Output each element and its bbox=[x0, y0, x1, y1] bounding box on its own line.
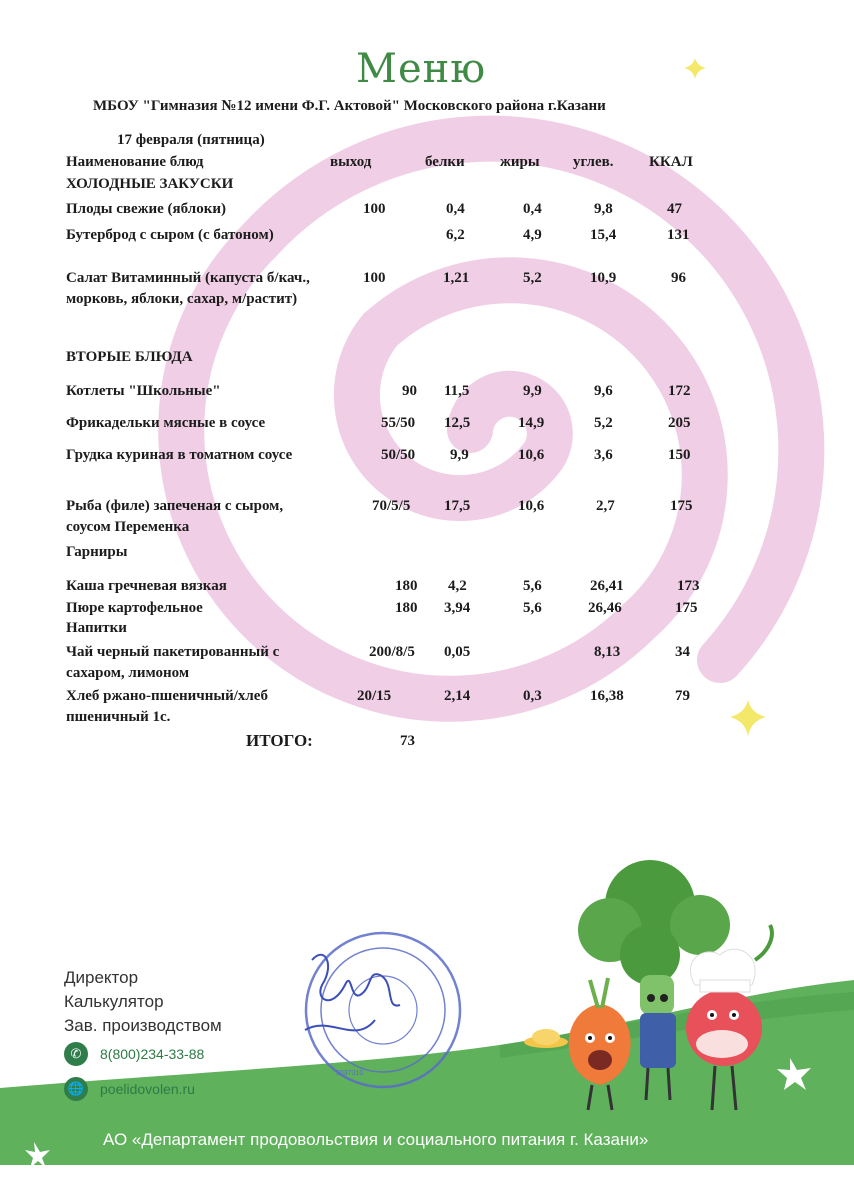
sparkle-icon bbox=[730, 700, 766, 736]
dish-protein: 1,21 bbox=[443, 270, 470, 286]
dish-fat: 0,3 bbox=[523, 688, 542, 704]
website-link[interactable]: poelidovolen.ru bbox=[100, 1081, 195, 1097]
dish-name: Котлеты "Школьные" bbox=[66, 383, 221, 399]
dish-carbs: 26,41 bbox=[590, 578, 624, 594]
menu-title: Меню bbox=[356, 46, 487, 92]
dish-fat: 0,4 bbox=[523, 201, 542, 217]
dish-name: Бутерброд с сыром (с батоном) bbox=[66, 227, 274, 243]
dish-kcal: 34 bbox=[675, 644, 690, 660]
dish-name: Плоды свежие (яблоки) bbox=[66, 201, 226, 217]
dish-carbs: 2,7 bbox=[596, 498, 615, 514]
dish-yield: 50/50 bbox=[381, 447, 416, 463]
dish-yield: 100 bbox=[363, 201, 386, 217]
dish-protein: 2,14 bbox=[444, 688, 471, 704]
column-header-yield: выход bbox=[330, 154, 372, 170]
dish-kcal: 79 bbox=[675, 688, 690, 704]
dish-protein: 0,05 bbox=[444, 644, 471, 660]
dish-name: Салат Витаминный (капуста б/кач., морковь, яблоки, сахар, м/растит) bbox=[66, 270, 310, 307]
contact-website bbox=[64, 1077, 195, 1101]
globe-icon: 🌐 bbox=[64, 1077, 88, 1101]
dish-carbs: 5,2 bbox=[594, 415, 613, 431]
dish-carbs: 15,4 bbox=[590, 227, 617, 243]
column-header-fat: жиры bbox=[500, 154, 540, 170]
dish-yield: 180 bbox=[395, 578, 418, 594]
dish-kcal: 47 bbox=[667, 201, 682, 217]
footer-organization: АО «Департамент продовольствия и социального питания г. Казани» bbox=[103, 1130, 649, 1149]
dish-kcal: 175 bbox=[670, 498, 693, 514]
phone-number[interactable]: 8(800)234-33-88 bbox=[100, 1046, 205, 1062]
dish-carbs: 16,38 bbox=[590, 688, 624, 704]
section-cold-snacks: ХОЛОДНЫЕ ЗАКУСКИ bbox=[66, 176, 234, 192]
dish-kcal: 150 bbox=[668, 447, 691, 463]
menu-date: 17 февраля (пятница) bbox=[117, 132, 265, 148]
dish-fat: 5,6 bbox=[523, 600, 542, 616]
organization-title: МБОУ "Гимназия №12 имени Ф.Г. Актовой" Московского района г.Казани bbox=[93, 98, 606, 114]
dish-name: Каша гречневая вязкая bbox=[66, 578, 227, 594]
total-value: 73 bbox=[400, 733, 415, 749]
dish-yield: 90 bbox=[402, 383, 417, 399]
dish-protein: 12,5 bbox=[444, 415, 471, 431]
dish-carbs: 8,13 bbox=[594, 644, 621, 660]
dish-kcal: 131 bbox=[667, 227, 690, 243]
dish-kcal: 175 bbox=[675, 600, 698, 616]
signature-director: Директор bbox=[64, 968, 139, 987]
total-label: ИТОГО: bbox=[246, 731, 313, 750]
dish-carbs: 9,6 bbox=[594, 383, 613, 399]
dish-protein: 3,94 bbox=[444, 600, 471, 616]
section-drinks: Напитки bbox=[66, 620, 127, 636]
dish-fat: 14,9 bbox=[518, 415, 545, 431]
dish-protein: 6,2 bbox=[446, 227, 465, 243]
dish-name: Пюре картофельное bbox=[66, 600, 203, 616]
dish-name: Рыба (филе) запеченая с сыром, соусом Переменка bbox=[66, 498, 284, 535]
dish-kcal: 173 bbox=[677, 578, 700, 594]
column-header-protein: белки bbox=[425, 154, 465, 170]
dish-protein: 11,5 bbox=[444, 383, 470, 399]
phone-icon: ✆ bbox=[64, 1042, 88, 1066]
dish-fat: 10,6 bbox=[518, 447, 545, 463]
dish-kcal: 205 bbox=[668, 415, 691, 431]
dish-fat: 4,9 bbox=[523, 227, 542, 243]
dish-protein: 9,9 bbox=[450, 447, 469, 463]
section-second-courses: ВТОРЫЕ БЛЮДА bbox=[66, 349, 193, 365]
signature-calculator: Калькулятор bbox=[64, 992, 164, 1011]
dish-yield: 180 bbox=[395, 600, 418, 616]
dish-kcal: 96 bbox=[671, 270, 686, 286]
column-header-carbs: углев. bbox=[573, 154, 614, 170]
dish-carbs: 26,46 bbox=[588, 600, 622, 616]
dish-yield: 70/5/5 bbox=[372, 498, 411, 514]
dish-yield: 200/8/5 bbox=[369, 644, 415, 660]
dish-protein: 0,4 bbox=[446, 201, 465, 217]
dish-fat: 10,6 bbox=[518, 498, 545, 514]
dish-carbs: 10,9 bbox=[590, 270, 617, 286]
dish-yield: 55/50 bbox=[381, 415, 416, 431]
dish-protein: 17,5 bbox=[444, 498, 471, 514]
dish-protein: 4,2 bbox=[448, 578, 467, 594]
signature-production: Зав. производством bbox=[64, 1016, 222, 1035]
dish-fat: 5,6 bbox=[523, 578, 542, 594]
dish-yield: 20/15 bbox=[357, 688, 392, 704]
dish-carbs: 3,6 bbox=[594, 447, 613, 463]
dish-fat: 9,9 bbox=[523, 383, 542, 399]
dish-name: Хлеб ржано-пшеничный/хлеб пшеничный 1с. bbox=[66, 688, 268, 725]
dish-fat: 5,2 bbox=[523, 270, 542, 286]
dish-kcal: 172 bbox=[668, 383, 691, 399]
sparkle-icon bbox=[684, 58, 706, 79]
section-garnish: Гарниры bbox=[66, 544, 128, 560]
dish-name: Фрикадельки мясные в соусе bbox=[66, 415, 266, 431]
dish-yield: 100 bbox=[363, 270, 386, 286]
contact-phone bbox=[64, 1042, 204, 1066]
dish-name: Грудка куриная в томатном соусе bbox=[66, 447, 293, 463]
column-header-kcal: ККАЛ bbox=[649, 154, 693, 170]
stamp-number: 5037310 bbox=[336, 1070, 364, 1077]
dish-carbs: 9,8 bbox=[594, 201, 613, 217]
dish-name: Чай черный пакетированный с сахаром, лимоном bbox=[66, 644, 280, 681]
column-header-name: Наименование блюд bbox=[66, 154, 204, 170]
